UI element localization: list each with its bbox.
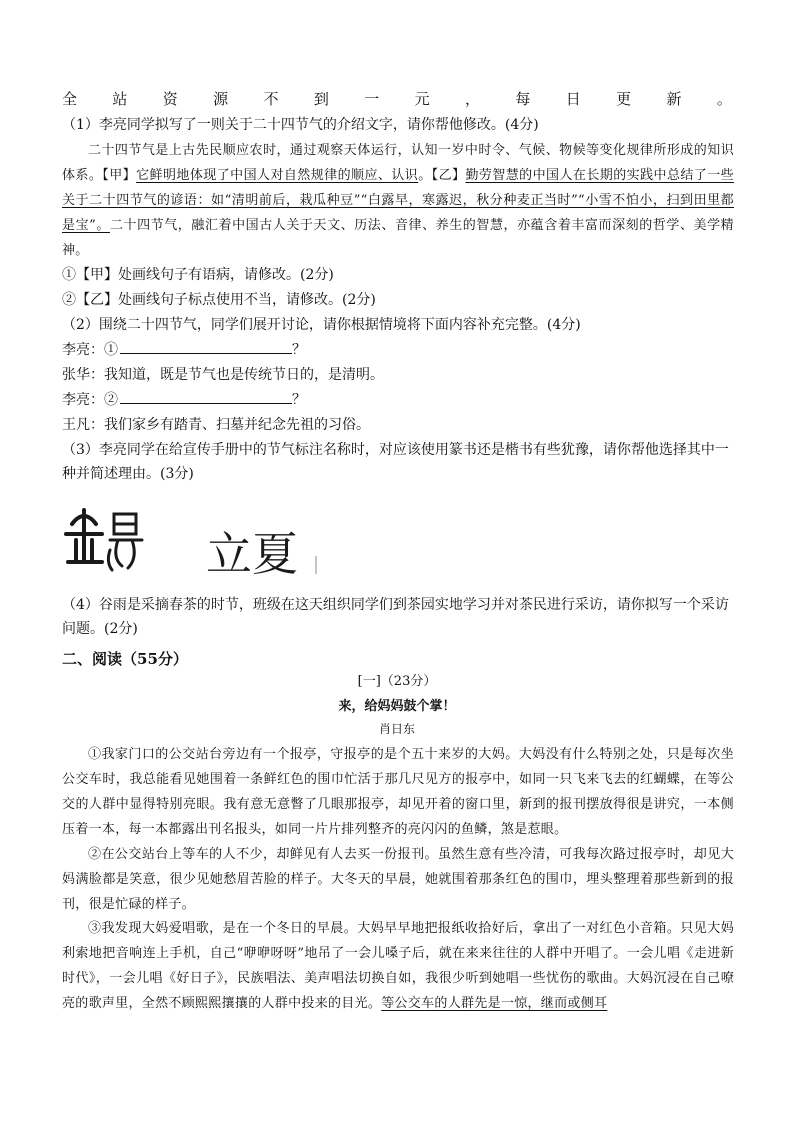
article-author: 肖日东	[378, 722, 415, 736]
kaishu-characters: 立夏	[206, 527, 298, 581]
banner-char: 元	[414, 90, 430, 108]
banner-char: ，	[465, 90, 481, 108]
banner-char: 资	[162, 90, 178, 108]
question-mark: ？	[292, 342, 306, 358]
speaker-text: 李亮：①	[62, 342, 118, 358]
dialogue-line-4: 王凡：我们家乡有踏青、扫墓并纪念先祖的习俗。	[62, 417, 370, 433]
underlined-sentence-b: 勤劳智慧的中国人在长期的实践中总结了一些关于二十四节气的谚语：如“清明前后，栽瓜种豆”“白露早，寒露迟，秋分种麦正当时”“小雪不怕小，扫到田里都是宝”。	[62, 168, 734, 233]
banner-char: 站	[112, 90, 128, 108]
underlined-sentence-a: 它鲜明地体现了中国人对自然规律的顺应、认识	[136, 168, 419, 183]
site-banner	[62, 88, 732, 109]
question-1-sub-2: ②【乙】处画线句子标点使用不当，请修改。(2分)	[62, 292, 376, 308]
question-4-title: （4）谷雨是采摘春茶的时节，班级在这天组织同学们到茶园实地学习并对茶民进行采访，请你拟写一个采访问题。(2分)	[62, 597, 729, 637]
banner-char: 一	[364, 90, 380, 108]
article-paragraph-1: ①我家门口的公交站台旁边有一个报亭，守报亭的是个五十来岁的大妈。大妈没有什么特别之处，只是每次坐公交车时，我总能看见她围着一条鲜红色的围巾忙活于那几尺见方的报亭中，如同一只飞来飞去的红蝴蝶，在等公交的人群中显得特别亮眼。我有意无意瞥了几眼那报亭，却见开着的窗口里，新到的报刊摆放得很是讲究，一本侧压着一本，每一本都露出刊名报头，如同一片片排列整齐的亮闪闪的鱼鳞，煞是惹眼。	[62, 747, 734, 837]
passage-text: 。【乙】	[418, 168, 466, 183]
answer-blank-1[interactable]	[120, 339, 292, 354]
seal-script-image	[62, 500, 322, 582]
dialogue-line-1	[62, 339, 732, 361]
banner-char: 每	[515, 90, 531, 108]
passage-text: 二十四节气是上古先民顺应农时，通过观察天体运行，认知一岁中时令、气候、物候等变化规律所形成的知识体系。【甲】	[62, 143, 734, 183]
banner-char: 不	[263, 90, 279, 108]
question-mark: ？	[292, 392, 306, 408]
question-2-title: （2）围绕二十四节气，同学们展开讨论，请你根据情境将下面内容补充完整。(4分)	[62, 317, 581, 333]
banner-char: 日	[565, 90, 581, 108]
question-1-passage	[62, 138, 734, 263]
article-paragraph-2: ②在公交站台上等车的人不少，却鲜见有人去买一份报刊。虽然生意有些冷清，可我每次路过报亭时，却见大妈满脸都是笑意，很少见她愁眉苦脸的样子。大冬天的早晨，她就围着那条红色的围巾，埋头整理着那些新到的报刊，很是忙碌的样子。	[62, 847, 734, 912]
question-1-sub-1: ①【甲】处画线句子有语病，请修改。(2分)	[62, 267, 334, 283]
section-heading: 二、阅读（55分）	[62, 650, 188, 668]
answer-blank-2[interactable]	[120, 389, 292, 404]
passage-text: 二十四节气，融汇着中国古人关于天文、历法、音律、养生的智慧，亦蕴含着丰富而深刻的哲学、美学精神。	[62, 218, 734, 258]
question-1-title: （1）李亮同学拟写了一则关于二十四节气的介绍文字，请你帮他修改。(4分)	[62, 117, 539, 133]
part-heading: [一]（23分）	[357, 674, 437, 689]
banner-char: 源	[213, 90, 229, 108]
dialogue-line-2: 张华：我知道，既是节气也是传统节日的，是清明。	[62, 367, 384, 383]
banner-char: 。	[716, 90, 732, 108]
article-paragraph-3	[62, 916, 734, 1016]
speaker-text: 李亮：②	[62, 392, 118, 408]
article-title: 来，给妈妈鼓个掌！	[338, 699, 456, 714]
calligraphy-figure	[62, 500, 322, 582]
banner-char: 到	[313, 90, 329, 108]
question-3-title: （3）李亮同学在给宣传手册中的节气标注名称时，对应该使用篆书还是楷书有些犹豫，请你帮他选择其中一种并简述理由。(3分)	[62, 442, 729, 482]
underlined-sentence-c: 等公交车的人群先是一惊，继而或侧耳	[381, 996, 608, 1011]
paragraph-text: ③我发现大妈爱唱歌，是在一个冬日的早晨。大妈早早地把报纸收拾好后，拿出了一对红色小音箱。只见大妈利索地把音响连上手机，自己“咿咿呀呀”地吊了一会儿嗓子后，就在来来往往的人群中开唱了。一会儿唱《走进新时代》，一会儿唱《好日子》，民族唱法、美声唱法切换自如，我很少听到她唱一些忧伤的歌曲。大妈沉浸在自己嘹亮的歌声里，全然不顾熙熙攘攘的人群中投来的目光。	[62, 921, 734, 1011]
banner-char: 新	[666, 90, 682, 108]
banner-char: 全	[62, 90, 78, 108]
banner-char: 更	[616, 90, 632, 108]
dialogue-line-3	[62, 389, 732, 411]
